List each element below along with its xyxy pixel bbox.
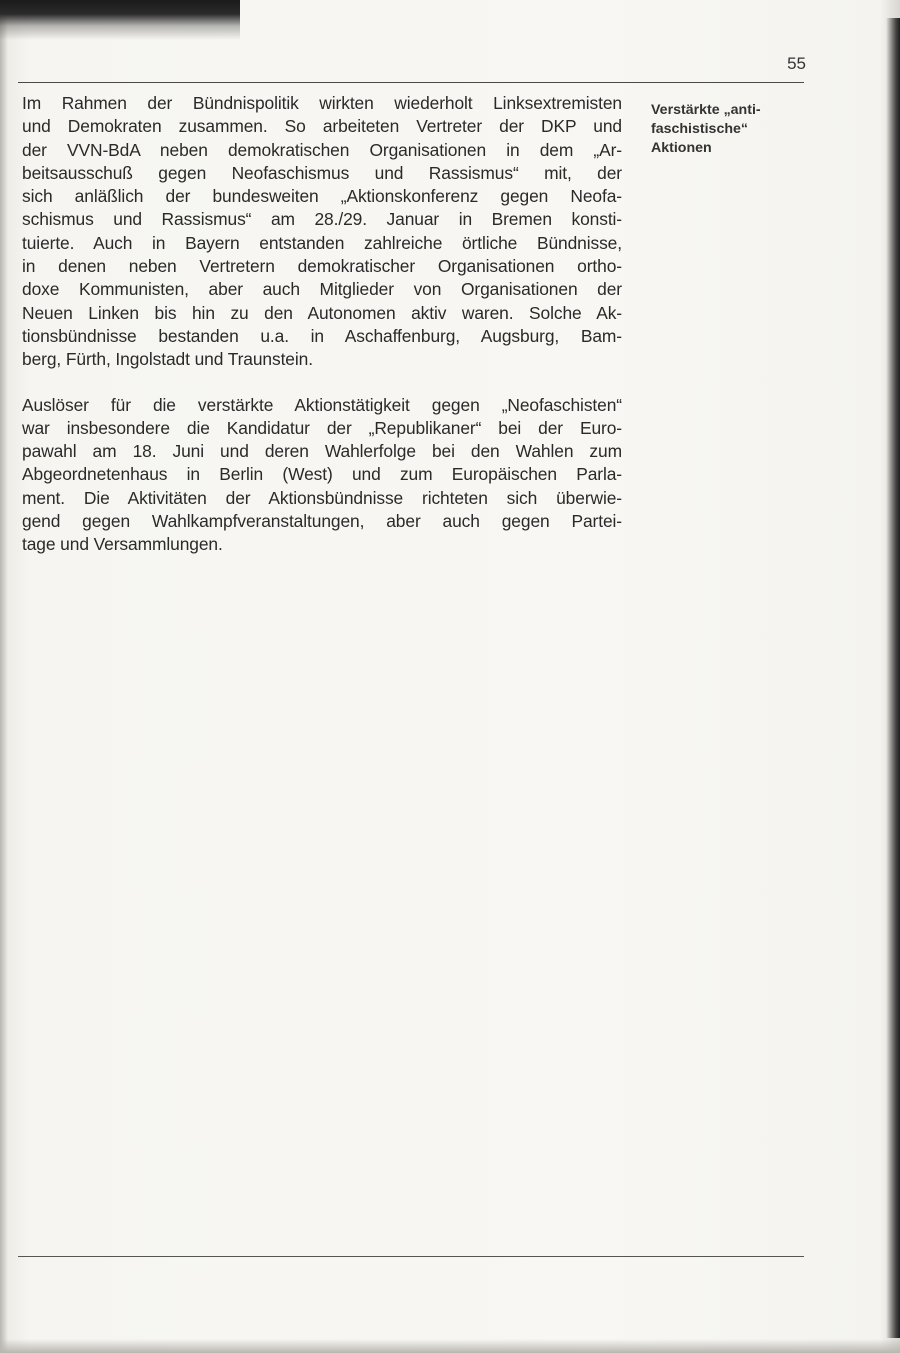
text-line: Im Rahmen der Bündnispolitik wirkten wiederholt Linksextremisten — [22, 93, 622, 113]
text-line: Neuen Linken bis hin zu den Autonomen aktiv waren. Solche Ak- — [22, 302, 622, 323]
text-line: beitsausschuß gegen Neofaschismus und Rassismus“ mit, der — [22, 162, 622, 183]
margin-note-line: faschistische“ — [651, 121, 748, 137]
text-line: und Demokraten zusammen. So arbeiteten Vertreter der DKP und — [22, 116, 622, 137]
page-edge-shadow-bottom — [0, 1339, 900, 1353]
page-edge-shadow-left — [0, 0, 8, 1353]
text-line: Auslöser für die verstärkte Aktionstätigkeit gegen „Neofaschisten“ — [22, 394, 622, 415]
margin-note-line: Aktionen — [651, 140, 712, 156]
text-line: sich anläßlich der bundesweiten „Aktionskonferenz gegen Neofa- — [22, 186, 622, 207]
text-line: war insbesondere die Kandidatur der „Republikaner“ bei der Euro- — [22, 417, 622, 438]
paragraph-1 — [22, 92, 622, 372]
text-line: tionsbündnisse bestanden u.a. in Aschaffenburg, Augsburg, Bam- — [22, 325, 622, 346]
header-rule — [18, 82, 804, 83]
page-number: 55 — [787, 54, 806, 73]
text-line: in denen neben Vertretern demokratischer Organisationen ortho- — [22, 256, 622, 277]
main-text-column — [22, 92, 622, 579]
margin-note-line: Verstärkte „anti- — [651, 102, 761, 118]
text-line: Abgeordnetenhaus in Berlin (West) und zum Europäischen Parla- — [22, 464, 622, 485]
margin-note — [651, 101, 801, 158]
text-line: ment. Die Aktivitäten der Aktionsbündnisse richteten sich überwie- — [22, 487, 622, 508]
text-line: pawahl am 18. Juni und deren Wahlerfolge bei den Wahlen zum — [22, 441, 622, 462]
footer-rule — [18, 1256, 804, 1257]
text-line: doxe Kommunisten, aber auch Mitglieder von Organisationen der — [22, 279, 622, 300]
scan-artifact-right-bar — [886, 18, 900, 1338]
text-line: schismus und Rassismus“ am 28./29. Januar in Bremen konsti- — [22, 209, 622, 230]
text-line: der VVN-BdA neben demokratischen Organisationen in dem „Ar- — [22, 139, 622, 160]
text-line: tuierte. Auch in Bayern entstanden zahlreiche örtliche Bündnisse, — [22, 232, 622, 253]
scan-artifact-top-bar — [0, 0, 240, 40]
text-line: gend gegen Wahlkampfveranstaltungen, aber auch gegen Partei- — [22, 511, 622, 532]
text-line: berg, Fürth, Ingolstadt und Traunstein. — [22, 349, 313, 370]
paragraph-2 — [22, 394, 622, 557]
text-line: tage und Versammlungen. — [22, 534, 223, 555]
